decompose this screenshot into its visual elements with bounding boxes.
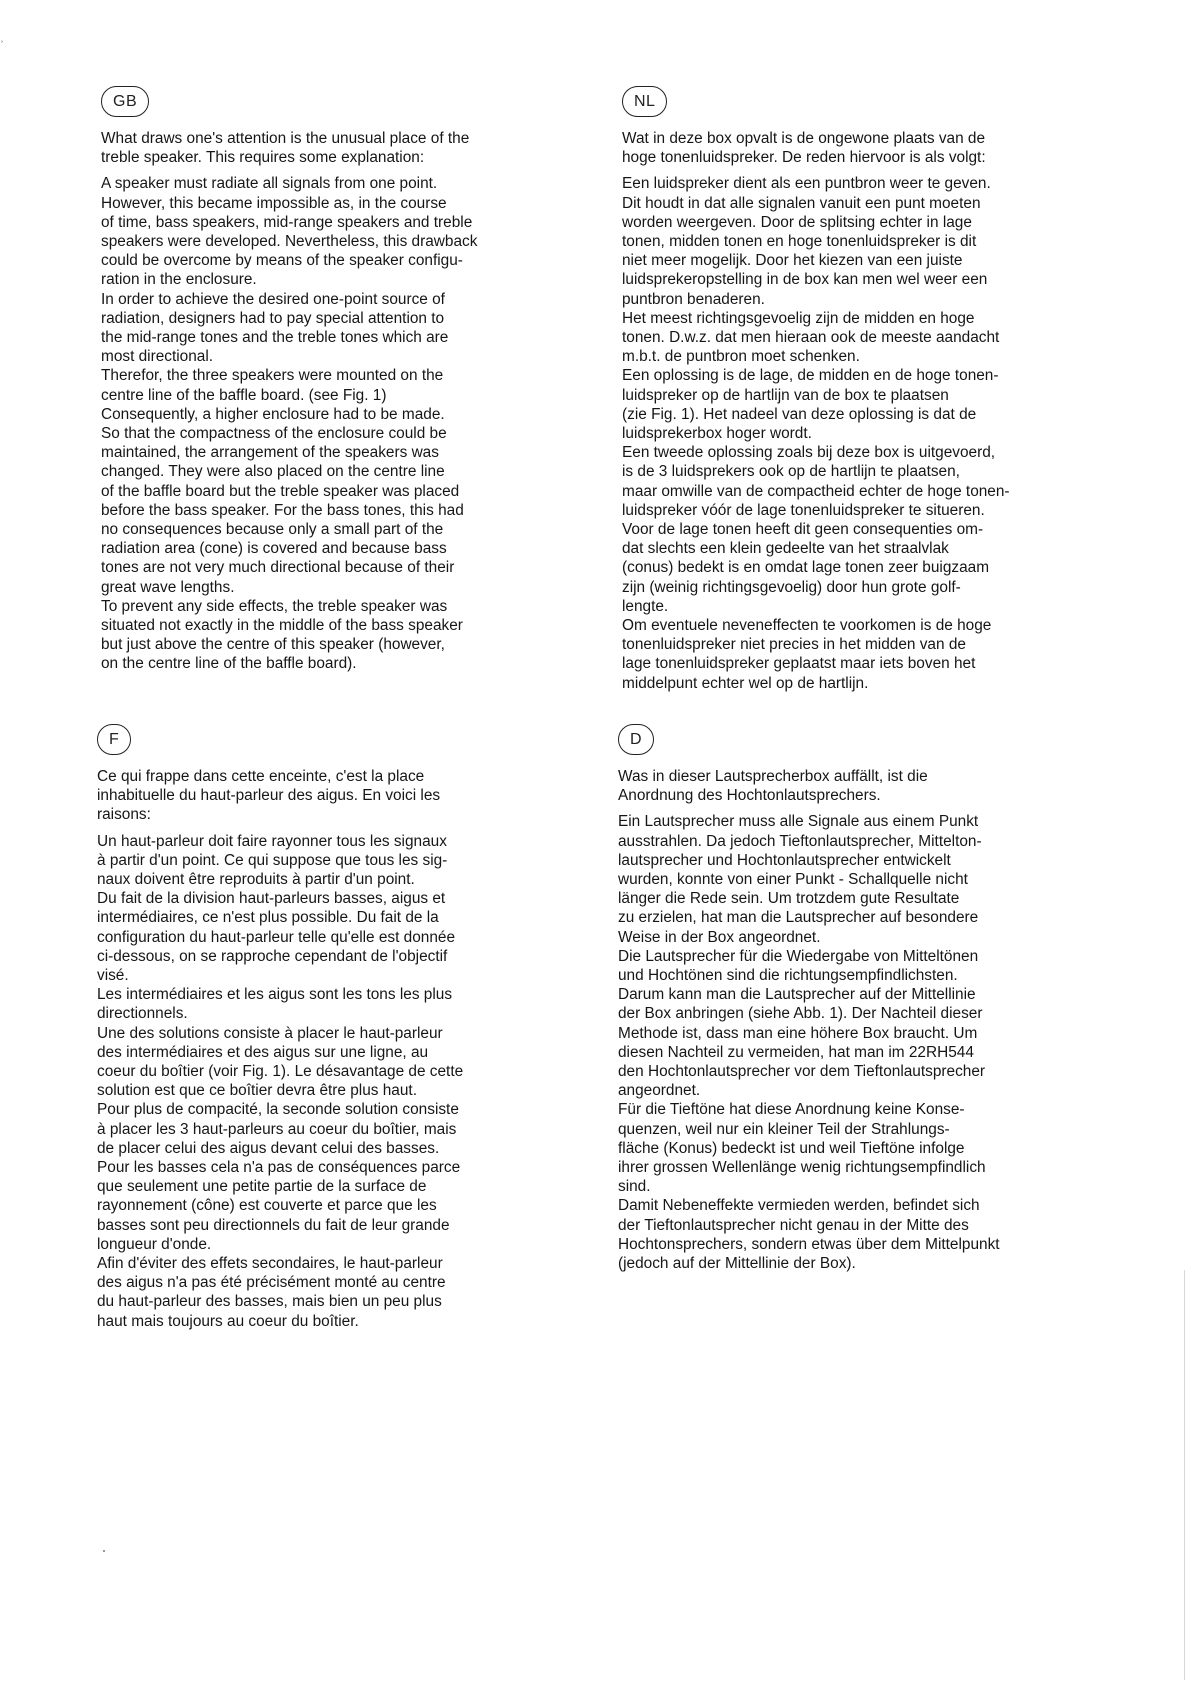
section-french xyxy=(97,724,587,1338)
dutch-intro: Wat in deze box opvalt is de ongewone plaats van de hoge tonenluidspreker. De reden hiervoor is als volgt: xyxy=(622,130,986,167)
section-dutch xyxy=(622,86,1112,700)
scan-edge-mark: ʾ xyxy=(0,38,4,52)
language-badge-nl: NL xyxy=(622,86,667,117)
scan-speck xyxy=(103,1550,105,1552)
french-body: Un haut-parleur doit faire rayonner tous les signaux à partir d'un point. Ce qui suppose que tous les sig- naux doivent être reproduits à partir d'un point. Du fait de la division haut-parleurs basses, aigus et intermédiaires, ce n'est plus possible. Du fait de la configuration du haut-parleur telle qu'elle est donnée ci-dessous, on se rapproche cependant de l'objectif visé. Les intermédiaires et les aigus sont les tons les plus directionnels. Une des solutions consiste à placer le haut-parleur des intermédiaires et des aigus sur une ligne, au coeur du boîtier (voir Fig. 1). Le désavantage de cette solution est que ce boîtier devra être plus haut. Pour plus de compacité, la seconde solution consiste à placer les 3 haut-parleurs au coeur du boîtier, mais de placer celui des aigus devant celui des basses. Pour les basses cela n'a pas de conséquences parce que seulement une petite partie de la surface de rayonnement (cône) est couverte et parce que les basses sont peu directionnels du fait de leur grande longueur d'onde. Afin d'éviter des effets secondaires, le haut-parleur des aigus n'a pas été précisément monté au centre du haut-parleur des basses, mais bien un peu plus haut mais toujours au coeur du boîtier. xyxy=(97,832,464,1330)
section-german xyxy=(618,724,1108,1280)
section-english xyxy=(101,86,591,681)
german-body: Ein Lautsprecher muss alle Signale aus einem Punkt ausstrahlen. Da jedoch Tieftonlautsprecher, Mittelton- lautsprecher und Hochtonlautsprecher entwickelt wurden, konnte von einer Punkt - Schallquelle nicht länger die Rede sein. Um trotzdem gute Resultate zu erzielen, hat man die Lautsprecher auf besondere Weise in der Box angeordnet. Die Lautsprecher für die Wiedergabe von Mitteltönen und Hochtönen sind die richtungsempfindlichsten. Darum kann man die Lautsprecher auf der Mittellinie der Box anbringen (siehe Abb. 1). Der Nachteil dieser Methode ist, dass man eine höhere Box braucht. Um diesen Nachteil zu vermeiden, hat man im 22RH544 den Hochtonlautsprecher vor dem Tieftonlautsprecher angeordnet. Für die Tieftöne hat diese Anordnung keine Konse- quenzen, weil nur ein kleiner Teil der Strahlungs- fläche (Konus) bedeckt ist und weil Tieftöne infolge ihrer grossen Wellenlänge wenig richtungsempfindlich sind. Damit Nebeneffekte vermieden werden, befindet sich der Tieftonlautsprecher nicht genau in der Mitte des Hochtonsprechers, sondern etwas über dem Mittelpunkt (jedoch auf der Mittellinie der Box). xyxy=(618,813,1000,1273)
french-intro: Ce qui frappe dans cette enceinte, c'est la place inhabituelle du haut-parleur des aigus. En voici les raisons: xyxy=(97,768,441,824)
language-badge-d: D xyxy=(618,724,654,755)
english-intro: What draws one's attention is the unusual place of the treble speaker. This requires some explanation: xyxy=(101,130,470,167)
language-badge-f: F xyxy=(97,724,131,755)
german-intro: Was in dieser Lautsprecherbox auffällt, ist die Anordnung des Hochtonlautsprechers. xyxy=(618,768,928,805)
language-badge-gb: GB xyxy=(101,86,149,117)
english-body: A speaker must radiate all signals from one point. However, this became impossible as, in the course of time, bass speakers, mid-range speakers and treble speakers were developed. Nevertheless, this drawback could be overcome by means of the speaker configu- ration in the enclosure. In order to achieve the desired one-point source of radiation, designers had to pay special attention to the mid-range tones and the treble tones which are most directional. Therefor, the three speakers were mounted on the centre line of the baffle board. (see Fig. 1) Consequently, a higher enclosure had to be made. So that the compactness of the enclosure could be maintained, the arrangement of the speakers was changed. They were also placed on the centre line of the baffle board but the treble speaker was placed before the bass speaker. For the bass tones, this had no consequences because only a small part of the radiation area (cone) is covered and because bass tones are not very much directional because of their great wave lengths. To prevent any side effects, the treble speaker was situated not exactly in the middle of the bass speaker but just above the centre of this speaker (however, on the centre line of the baffle board). xyxy=(101,175,478,673)
dutch-body: Een luidspreker dient als een puntbron weer te geven. Dit houdt in dat alle signalen vanuit een punt moeten worden weergeven. Door de splitsing echter in lage tonen, midden tonen en hoge tonenluidspreker is dit niet meer mogelijk. Door het kiezen van een juiste luidsprekeropstelling in de box kan men wel weer een puntbron benaderen. Het meest richtingsgevoelig zijn de midden en hoge tonen. D.w.z. dat men hieraan ook de meeste aandacht m.b.t. de puntbron moet schenken. Een oplossing is de lage, de midden en de hoge tonen- luidspreker op de hartlijn van de box te plaatsen (zie Fig. 1). Het nadeel van deze oplossing is dat de luidsprekerbox hoger wordt. Een tweede oplossing zoals bij deze box is uitgevoerd, is de 3 luidsprekers ook op de hartlijn te plaatsen, maar omwille van de compactheid echter de hoge tonen- luidspreker vóór de lage tonenluidspreker te situeren. Voor de lage tonen heeft dit geen consequenties om- dat slechts een klein gedeelte van het straalvlak (conus) bedekt is en omdat lage tonen zeer buigzaam zijn (weinig richtingsgevoelig) door hun grote golf- lengte. Om eventuele neveneffecten te voorkomen is de hoge tonenluidspreker niet precies in het midden van de lage tonenluidspreker geplaatst maar iets boven het middelpunt echter wel op de hartlijn. xyxy=(622,175,1010,692)
scan-edge-line xyxy=(1184,1270,1185,1680)
